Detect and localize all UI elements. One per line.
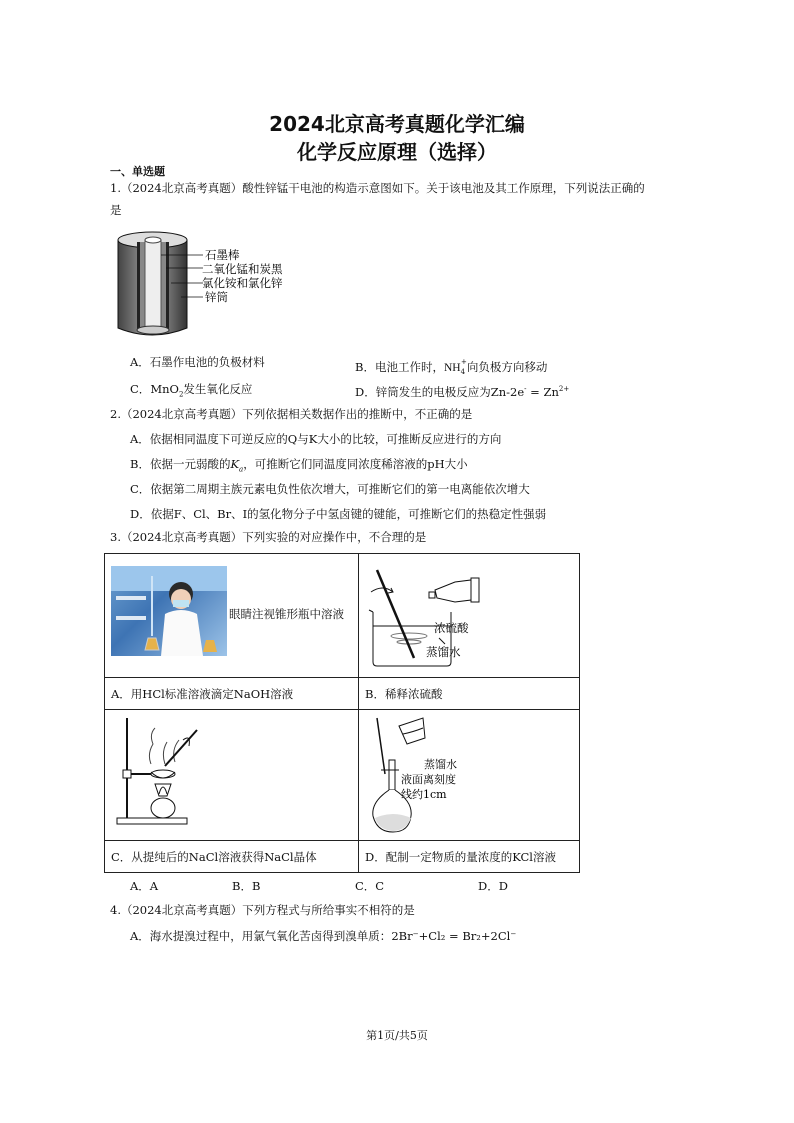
q1-option-a: A．石墨作电池的负极材料 [130,355,265,369]
titration-note: 眼睛注视锥形瓶中溶液 [229,607,344,621]
label-conc-h2so4: 浓硫酸 [434,621,469,635]
label-nh4cl: 氯化铵和氯化锌 [202,276,283,290]
q1-option-c: C．MnO$_2$发生氧化反应 [130,382,253,399]
q1-option-b: B．电池工作时，$NH_4^+$向负极方向移动 [355,358,548,376]
experiment-table [104,553,580,873]
q4-option-a: A．海水提溴过程中，用氯气氧化苦卤得到溴单质：2Br⁻+Cl₂ = Br₂+2Cl⁻ [130,929,517,943]
battery-diagram [115,228,295,343]
caption-c: C．从提纯后的NaCl溶液获得NaCl晶体 [105,841,359,873]
caption-b: B．稀释浓硫酸 [359,678,580,710]
doc-subtitle: 化学反应原理（选择） [297,140,497,164]
titration-photo [111,566,227,656]
label-zinc: 锌筒 [205,290,228,304]
q3-stem: 3.（2024北京高考真题）下列实验的对应操作中，不合理的是 [110,530,427,544]
label-distilled-water: 蒸馏水 [426,645,461,659]
page-footer: 第1页/共5页 [366,1029,428,1042]
q4-stem: 4.（2024北京高考真题）下列方程式与所给事实不相符的是 [110,903,415,917]
q2-option-a: A．依据相同温度下可逆反应的Q与K大小的比较，可推断反应进行的方向 [130,432,502,446]
cell-evaporation [105,710,359,841]
caption-a: A．用HCl标准溶液滴定NaOH溶液 [105,678,359,710]
label-mno2: 二氧化锰和炭黑 [202,262,283,276]
doc-title: 2024北京高考真题化学汇编 [269,112,525,136]
cell-titration [105,554,359,678]
label-graphite: 石墨棒 [205,248,240,262]
q1-stem-cont: 是 [110,203,122,217]
q1-option-d: D．锌筒发生的电极反应为$Zn-2e^- = Zn^{2+}$ [355,384,570,399]
label-d-line: 线约1cm [401,788,447,801]
cell-dilution [359,554,580,678]
q2-option-b: B．依据一元弱酸的$K_a$，可推断它们同温度同浓度稀溶液的pH大小 [130,457,468,474]
caption-d: D．配制一定物质的量浓度的KCl溶液 [359,841,580,873]
q2-option-d: D．依据F、Cl、Br、I的氢化物分子中氢卤键的键能，可推断它们的热稳定性强弱 [130,507,547,521]
q3-option-d: D．D [478,879,508,893]
label-d-level: 液面离刻度 [401,773,456,786]
q3-option-b: B．B [232,879,261,893]
q2-option-c: C．依据第二周期主族元素电负性依次增大，可推断它们的第一电离能依次增大 [130,482,530,496]
q1-stem: 1.（2024北京高考真题）酸性锌锰干电池的构造示意图如下。关于该电池及其工作原理，下列说法正确的 [110,181,645,195]
cell-volumetric [359,710,580,841]
q2-stem: 2.（2024北京高考真题）下列依据相关数据作出的推断中，不正确的是 [110,407,473,421]
label-d-water: 蒸馏水 [424,758,457,771]
q3-option-a: A．A [130,879,159,893]
section-heading: 一、单选题 [110,165,165,178]
q3-option-c: C．C [355,879,385,893]
